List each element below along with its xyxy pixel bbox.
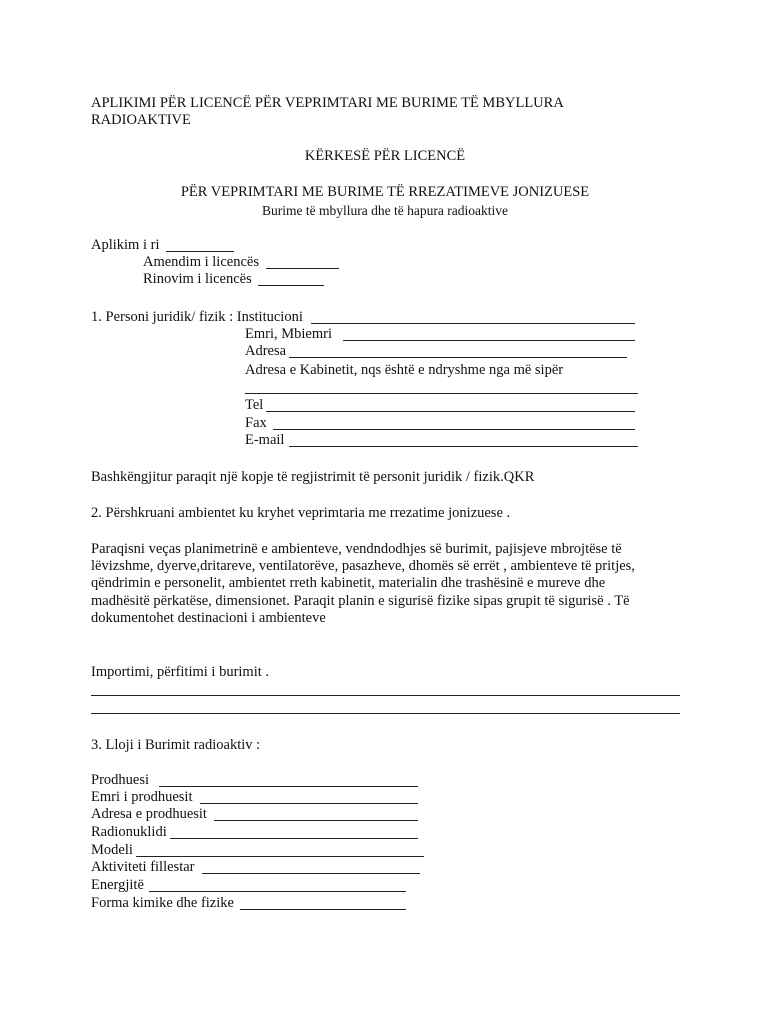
radionuclide-line[interactable] — [170, 838, 418, 839]
model-label: Modeli — [91, 842, 133, 858]
manufacturer-label: Prodhuesi — [91, 772, 149, 788]
fax-label: Fax — [245, 415, 267, 431]
section2-paragraph-line: lëvizshme, dyerve,dritareve, ventilatorëve, pasazheve, dhomës së errët , ambienteve të pritjes, — [91, 558, 635, 574]
import-line-1[interactable] — [91, 695, 680, 696]
activity-subtitle: Burime të mbyllura dhe të hapura radioaktive — [262, 203, 508, 218]
email-line[interactable] — [289, 446, 638, 447]
energies-label: Energjitë — [91, 877, 144, 893]
address-line[interactable] — [289, 357, 627, 358]
institution-line[interactable] — [311, 323, 635, 324]
name-label: Emri, Mbiemri — [245, 326, 332, 342]
section2-paragraph-line: qëndrimin e personelit, ambientet rreth kabinetit, materialin dhe trashësinë e mureve dhe — [91, 575, 606, 591]
office-address-label: Adresa e Kabinetit, nqs është e ndryshme nga më sipër — [245, 362, 564, 378]
section1-heading: 1. Personi juridik/ fizik : Institucioni — [91, 309, 303, 325]
manufacturer-line[interactable] — [159, 786, 418, 787]
form-title-line-1: APLIKIMI PËR LICENCË PËR VEPRIMTARI ME BURIME TË MBYLLURA — [91, 95, 564, 111]
renewal-label: Rinovim i licencës — [143, 271, 252, 287]
section3-heading: 3. Lloji i Burimit radioaktiv : — [91, 737, 261, 753]
manufacturer-address-label: Adresa e prodhuesit — [91, 806, 207, 822]
radionuclide-label: Radionuklidi — [91, 824, 167, 840]
fax-line[interactable] — [273, 429, 635, 430]
section2-paragraph-line: dokumentohet destinacioni i ambienteve — [91, 610, 326, 626]
initial-activity-label: Aktiviteti fillestar — [91, 859, 195, 875]
chemical-physical-form-label: Forma kimike dhe fizike — [91, 895, 234, 911]
tel-line[interactable] — [266, 411, 635, 412]
office-address-line[interactable] — [245, 393, 638, 394]
initial-activity-line[interactable] — [202, 873, 420, 874]
amendment-line[interactable] — [266, 268, 339, 269]
section2-paragraph-line: madhësitë përkatëse, dimensionet. Paraqit planin e sigurisë fizike sipas grupit të sigurisë . Të — [91, 593, 630, 609]
manufacturer-name-line[interactable] — [200, 803, 418, 804]
model-line[interactable] — [136, 856, 424, 857]
request-title: KËRKESË PËR LICENCË — [304, 148, 466, 164]
chemical-physical-form-line[interactable] — [240, 909, 406, 910]
tel-label: Tel — [245, 397, 264, 413]
renewal-line[interactable] — [258, 285, 324, 286]
energies-line[interactable] — [149, 891, 406, 892]
manufacturer-name-label: Emri i prodhuesit — [91, 789, 193, 805]
section2-heading: 2. Përshkruani ambientet ku kryhet veprimtaria me rrezatime jonizuese . — [91, 505, 511, 521]
attachment-note: Bashkëngjitur paraqit një kopje të regjistrimit të personit juridik / fizik.QKR — [91, 469, 535, 485]
new-application-line[interactable] — [166, 251, 234, 252]
name-line[interactable] — [343, 340, 635, 341]
address-label: Adresa — [245, 343, 287, 359]
email-label: E-mail — [245, 432, 285, 448]
section2-paragraph-line: Paraqisni veças planimetrinë e ambienteve, vendndodhjes së burimit, pajisjeve mbrojtëse të — [91, 541, 622, 557]
new-application-label: Aplikim i ri — [91, 237, 160, 253]
activity-title: PËR VEPRIMTARI ME BURIME TË RREZATIMEVE JONIZUESE — [180, 184, 590, 200]
form-title-line-2: RADIOAKTIVE — [91, 112, 191, 128]
amendment-label: Amendim i licencës — [143, 254, 259, 270]
manufacturer-address-line[interactable] — [214, 820, 418, 821]
import-label: Importimi, përfitimi i burimit . — [91, 664, 270, 680]
import-line-2[interactable] — [91, 713, 680, 714]
